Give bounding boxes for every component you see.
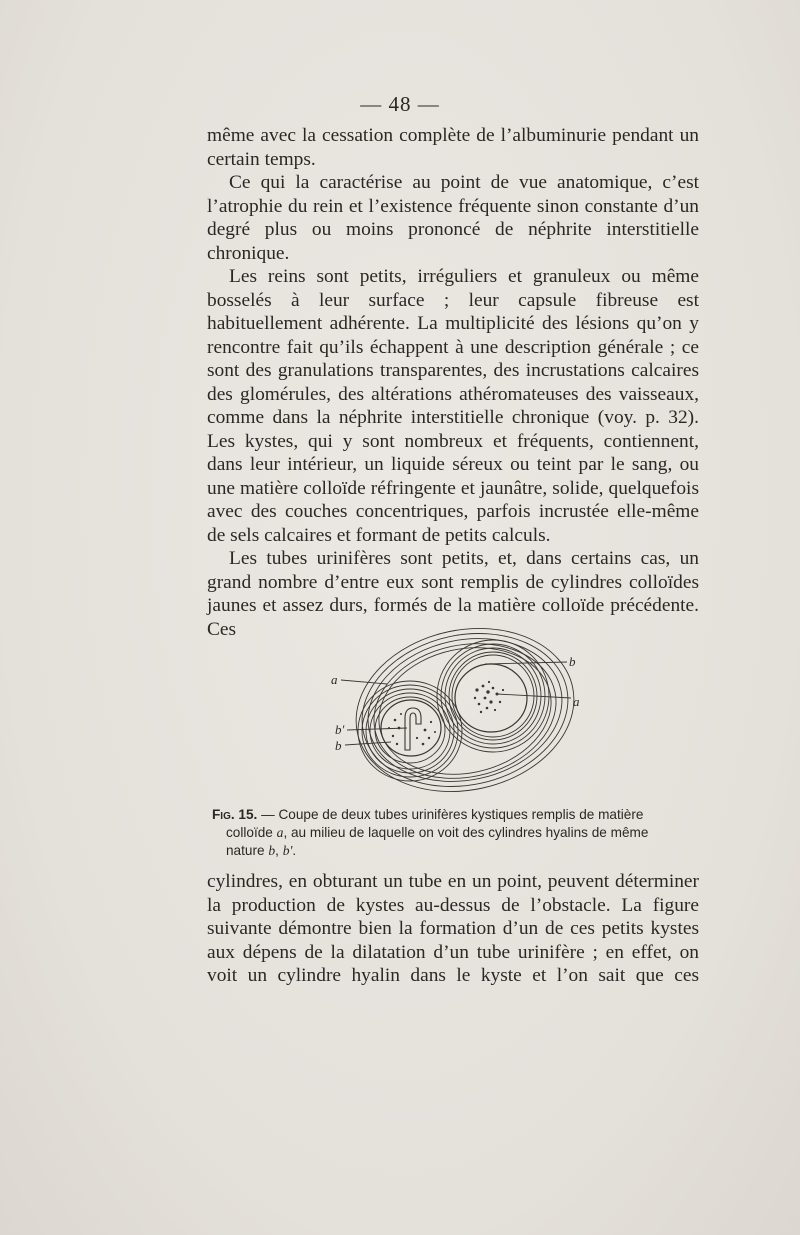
paragraph: même avec la cessation complète de l’albuminurie pendant un certain temps. [207, 125, 699, 170]
caption-text: colloïde [226, 825, 277, 840]
caption-text: , [275, 843, 283, 858]
body-text-bottom [207, 870, 699, 988]
paragraph: Les tubes urinifères sont petits, et, dans certains cas, un grand nombre d’entre eux sont remplis de cylindres colloïdes jaunes et assez durs, formés de la matière colloïde précédente. Ces [207, 548, 699, 640]
figure-label: b' [335, 722, 345, 737]
paragraph: Les reins sont petits, irréguliers et granuleux ou même bosselés à leur surface ; leur capsule fibreuse est habituellement adhérente. La multiplicité des lésions qu’on y rencontre fait qu’ils échappent à une description générale ; ce sont des granulations transparentes, des incrustations calcaires des glomérules, des altérations athéromateuses des vaisseaux, comme dans la néphrite interstitielle chronique (voy. p. 32). Les kystes, qui y sont nombreux et fréquents, contiennent, dans leur intérieur, un liquide séreux ou teint par le sang, ou une matière colloïde réfringente et jaunâtre, solide, quelquefois avec des couches concentriques, parfois incrustée elle-même de sels calcaires et formant de petits calculs. [207, 266, 699, 546]
paragraph: Ce qui la caractérise au point de vue anatomique, c’est l’atrophie du rein et l’existence fréquente sinon constante d’un degré plus ou moins prononcé de néphrite interstitielle chronique. [207, 172, 699, 264]
body-text-top [207, 124, 699, 641]
figure-label: a [573, 694, 580, 709]
caption-text: nature [226, 843, 269, 858]
caption-text: — Coupe de deux tubes urinifères kystiques remplis de matière [261, 807, 644, 822]
figure-caption [212, 806, 699, 860]
figure-label: a [331, 672, 338, 687]
figure-label: b [335, 738, 342, 753]
caption-text: . [292, 843, 297, 858]
caption-letter: a [276, 825, 284, 840]
paragraph: cylindres, en obturant un tube en un point, peuvent déterminer la production de kystes au-dessus de l’obstacle. La figure suivante démontre bien la formation d’un de ces petits kystes aux dépens de la dilatation d’un tube urinifère ; en effet, on voit un cylindre hyalin dans le kyste et l’on sait que ces [207, 871, 699, 986]
caption-label: Fig. 15. [212, 807, 258, 822]
caption-letter: b [268, 843, 276, 858]
caption-text: , au milieu de laquelle on voit des cylindres hyalins de même [283, 825, 649, 840]
figure-15-illustration [325, 618, 595, 808]
figure-label: b [569, 654, 576, 669]
caption-letter: b' [282, 843, 293, 858]
page-number: — 48 — [360, 92, 440, 116]
